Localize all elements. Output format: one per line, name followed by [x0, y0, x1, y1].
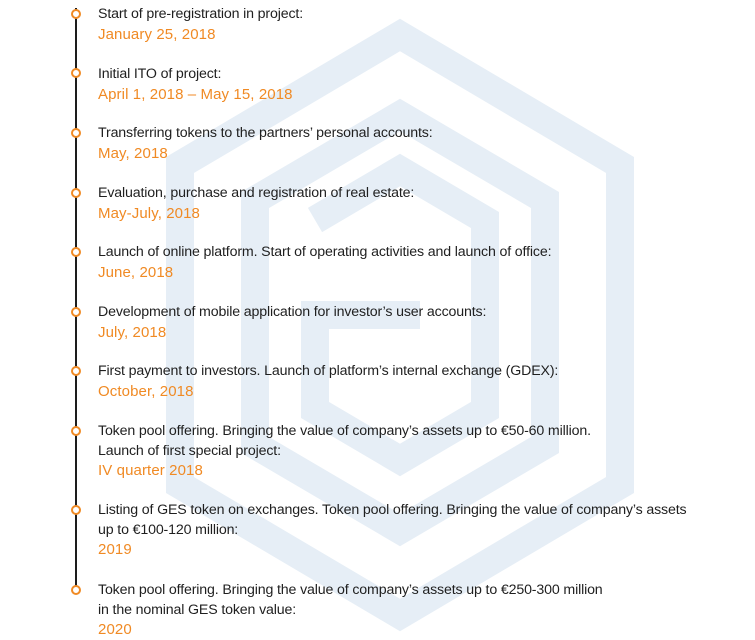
milestone-date: 2020	[98, 621, 132, 638]
timeline-item	[98, 124, 738, 163]
timeline-dot	[71, 188, 81, 198]
milestone-description: First payment to investors. Launch of platform’s internal exchange (GDEX):	[98, 363, 559, 379]
timeline-dot	[71, 505, 81, 515]
timeline-item	[98, 362, 738, 401]
timeline-dot	[71, 366, 81, 376]
timeline-dot	[71, 247, 81, 257]
milestone-description: up to €100-120 million:	[98, 521, 239, 538]
milestone-description: Token pool offering. Bringing the value of company’s assets up to €250-300 million	[98, 582, 603, 598]
timeline-dot	[71, 426, 81, 436]
milestone-date: 2019	[98, 541, 132, 558]
timeline-item	[98, 501, 738, 560]
milestone-description: Development of mobile application for investor’s user accounts:	[98, 304, 487, 320]
milestone-description: Start of pre-registration in project:	[98, 6, 303, 22]
timeline-item	[98, 243, 738, 282]
milestone-description: Initial ITO of project:	[98, 66, 222, 82]
milestone-description: Token pool offering. Bringing the value of company’s assets up to €50-60 million.	[98, 423, 591, 439]
milestone-description: Listing of GES token on exchanges. Token pool offering. Bringing the value of company’s assets	[98, 502, 687, 518]
milestone-date: January 25, 2018	[98, 25, 216, 43]
milestone-description: in the nominal GES token value:	[98, 601, 297, 618]
milestone-date: May-July, 2018	[98, 204, 200, 222]
timeline-item	[98, 303, 738, 342]
timeline-item	[98, 581, 738, 640]
timeline-item	[98, 65, 738, 104]
milestone-description: Launch of first special project:	[98, 442, 281, 459]
milestone-description: Evaluation, purchase and registration of real estate:	[98, 185, 415, 201]
milestone-date: October, 2018	[98, 382, 194, 400]
milestone-date: April 1, 2018 – May 15, 2018	[98, 85, 293, 103]
milestone-date: June, 2018	[98, 263, 174, 281]
milestone-description: Transferring tokens to the partners’ personal accounts:	[98, 125, 433, 141]
milestone-date: May, 2018	[98, 144, 168, 162]
timeline-item	[98, 422, 738, 481]
milestone-date: IV quarter 2018	[98, 462, 203, 479]
timeline-item	[98, 184, 738, 223]
timeline-dot	[71, 68, 81, 78]
timeline-dot	[71, 585, 81, 595]
timeline-dot	[71, 9, 81, 19]
timeline-dot	[71, 128, 81, 138]
milestone-description: Launch of online platform. Start of operating activities and launch of office:	[98, 244, 552, 260]
milestone-date: July, 2018	[98, 323, 167, 341]
timeline-item	[98, 5, 738, 44]
timeline-dot	[71, 307, 81, 317]
timeline-line	[75, 8, 77, 590]
